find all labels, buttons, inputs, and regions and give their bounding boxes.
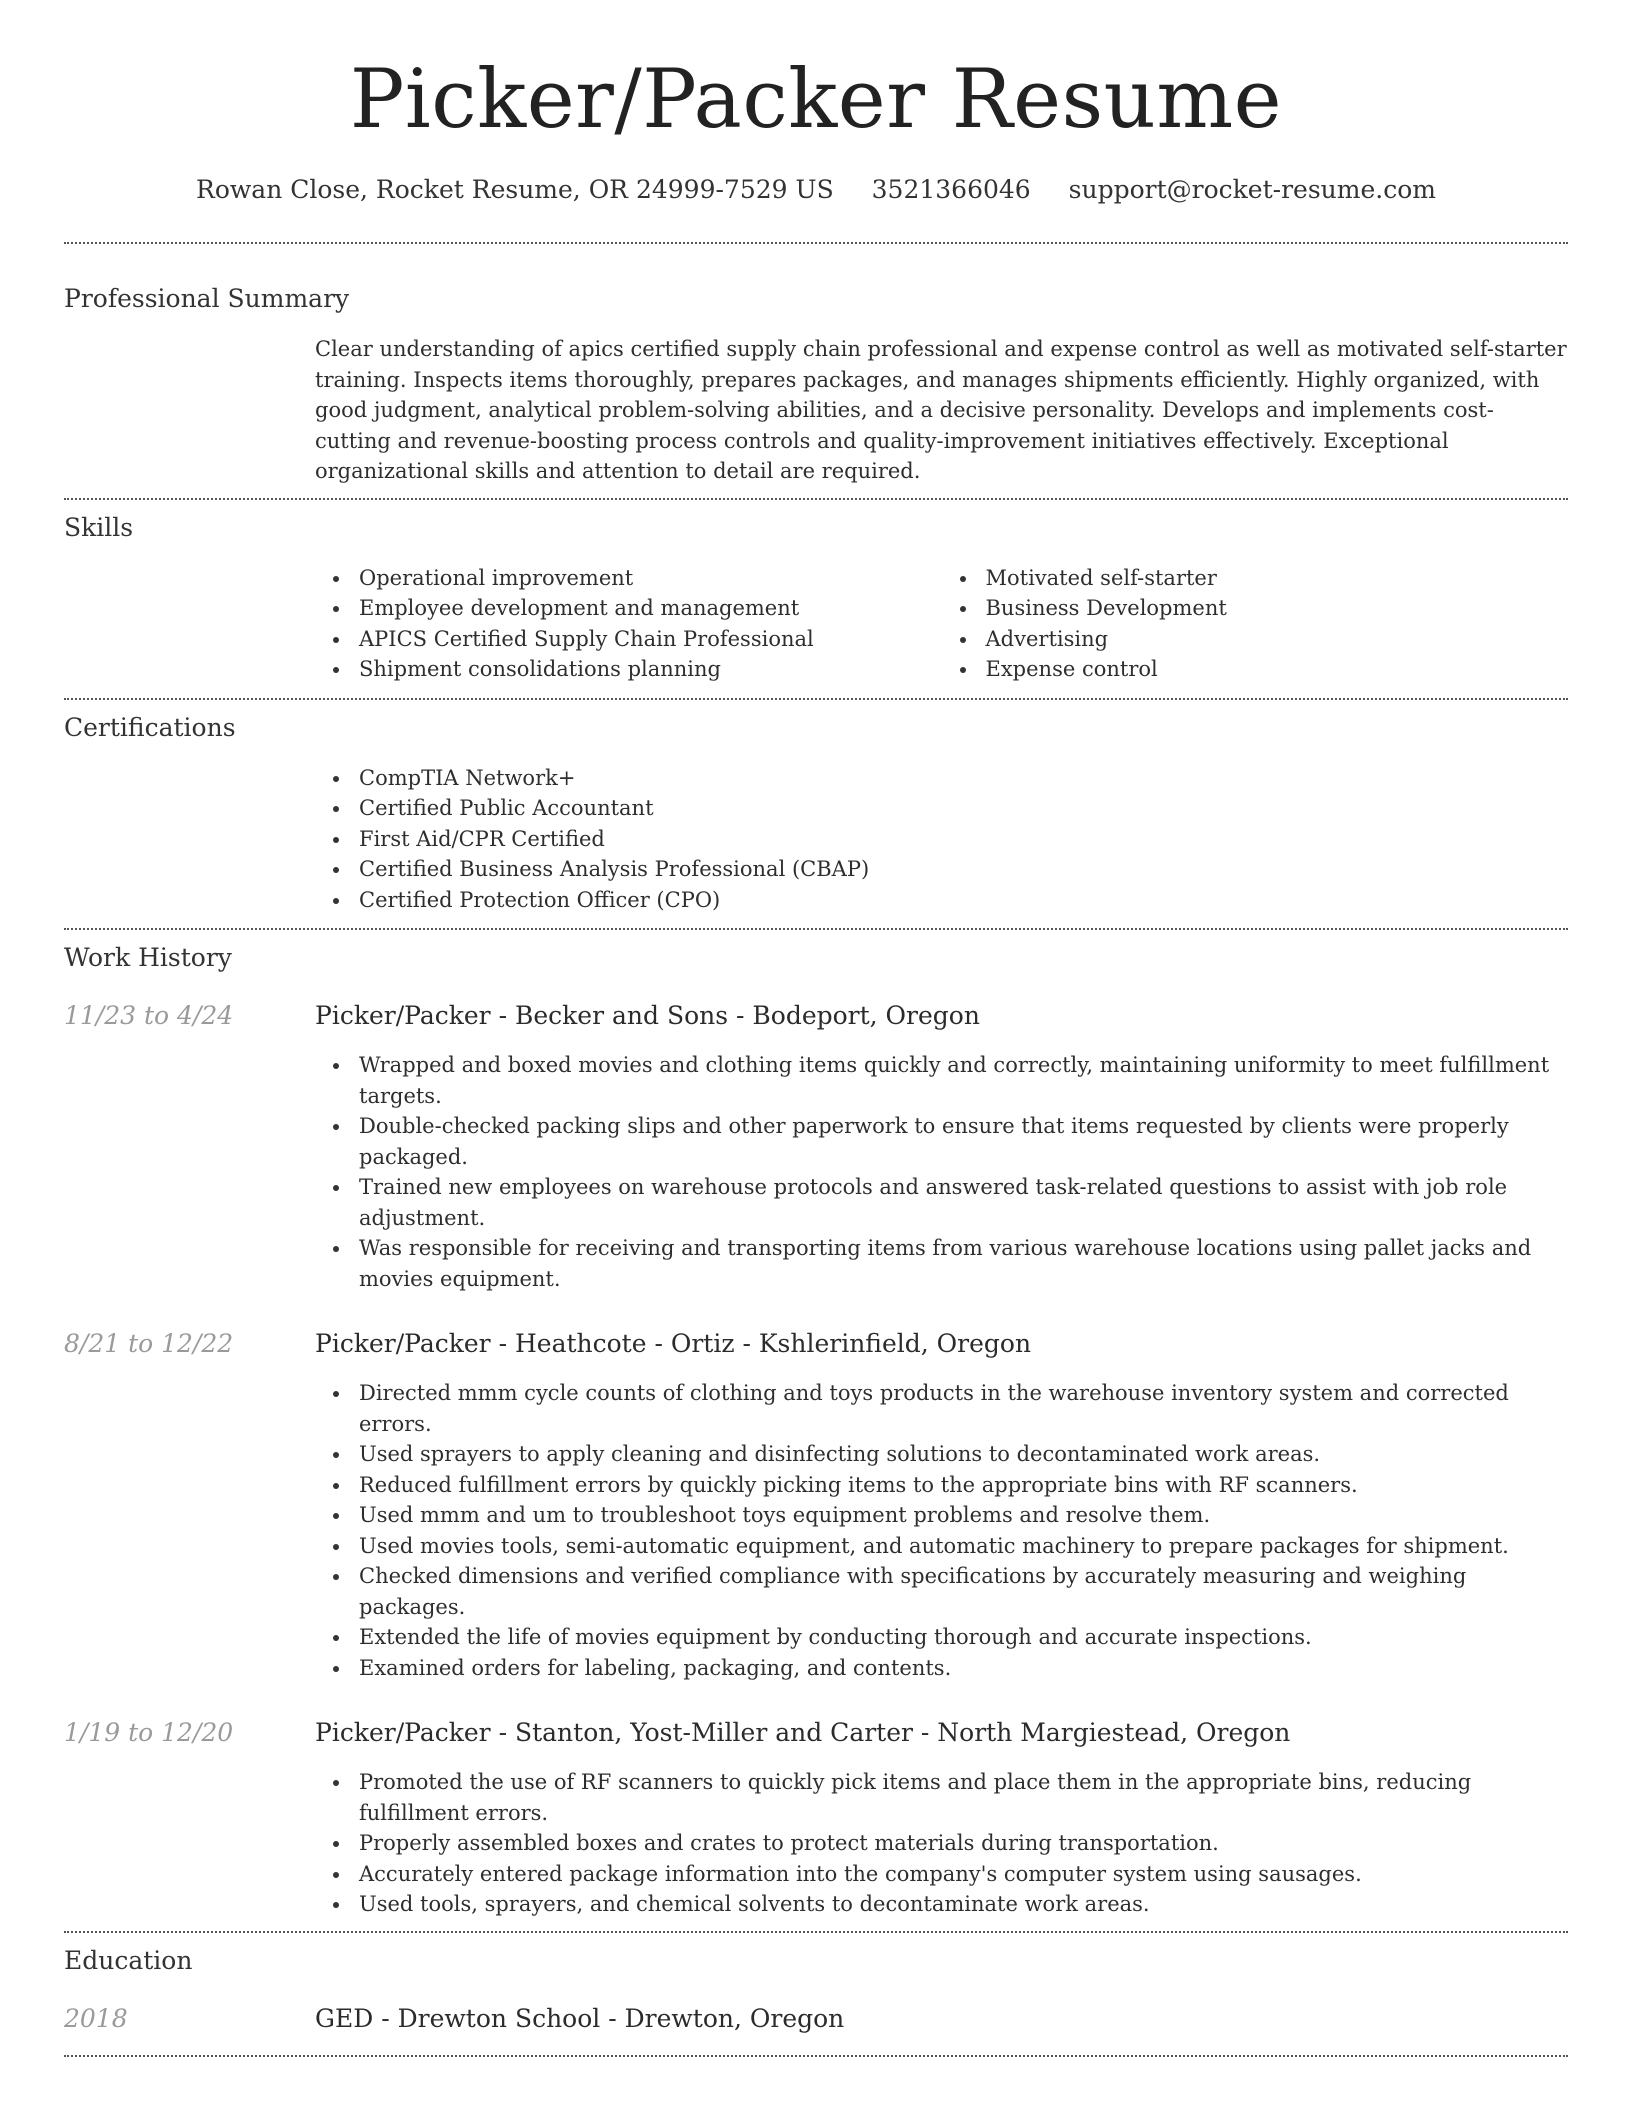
job-bullet: Was responsible for receiving and transporting items from various warehouse locations using pallet jacks and movies equipment.	[359, 1233, 1568, 1294]
job-bullet: Accurately entered package information into the company's computer system using sausages.	[359, 1859, 1568, 1890]
job-bullet: Properly assembled boxes and crates to protect materials during transportation.	[359, 1828, 1568, 1859]
job-bullet: Reduced fulfillment errors by quickly picking items to the appropriate bins with RF scanners.	[359, 1470, 1568, 1501]
skills-list	[315, 563, 1568, 685]
job-bullets	[315, 1050, 1568, 1294]
education-divider	[64, 2055, 1568, 2057]
education-year: 2018	[64, 2003, 128, 2033]
job-bullet: Examined orders for labeling, packaging, and contents.	[359, 1653, 1568, 1684]
certification-item: Certified Protection Officer (CPO)	[359, 885, 1568, 916]
contact-line	[64, 174, 1568, 206]
job-bullet: Double-checked packing slips and other paperwork to ensure that items requested by clients were properly packaged.	[359, 1111, 1568, 1172]
certifications-heading: Certifications	[64, 712, 236, 742]
certifications-section	[64, 712, 1568, 916]
resume-title: Picker/Packer Resume	[349, 53, 1283, 147]
job-dates: 11/23 to 4/24	[64, 1001, 234, 1030]
job-entry	[64, 1717, 1568, 1920]
job-dates: 8/21 to 12/22	[64, 1329, 234, 1358]
certification-item: Certified Business Analysis Professional (CBAP)	[359, 854, 1568, 885]
summary-text: Clear understanding of apics certified supply chain professional and expense control as well as motivated self-starter training. Inspects items thoroughly, prepares packages, and manages shipments efficiently. Highly organized, with good judgment, analytical problem-solving abilities, and a decisive personality. Develops and implements cost-cutting and revenue-boosting process controls and quality-improvement initiatives effectively. Exceptional organizational skills and attention to detail are required.	[315, 337, 1567, 483]
job-bullet: Checked dimensions and verified compliance with specifications by accurately measuring and weighing packages.	[359, 1561, 1568, 1622]
job-title: Picker/Packer - Stanton, Yost-Miller and Carter - North Margiestead, Oregon	[315, 1718, 1291, 1747]
skill-item: Shipment consolidations planning	[359, 654, 942, 685]
job-header	[64, 1328, 1568, 1360]
job-bullet: Directed mmm cycle counts of clothing and toys products in the warehouse inventory system and corrected errors.	[359, 1378, 1568, 1439]
header-divider	[64, 242, 1568, 244]
summary-section	[64, 283, 1568, 487]
contact-email[interactable]: support@rocket-resume.com	[1068, 175, 1436, 204]
skill-item: Business Development	[986, 593, 1569, 624]
job-bullet: Promoted the use of RF scanners to quickly pick items and place them in the appropriate bins, reducing fulfillment errors.	[359, 1767, 1568, 1828]
certification-item: First Aid/CPR Certified	[359, 824, 1568, 855]
summary-divider	[64, 498, 1568, 500]
job-bullet: Used sprayers to apply cleaning and disinfecting solutions to decontaminated work areas.	[359, 1439, 1568, 1470]
job-bullets	[315, 1767, 1568, 1920]
job-dates: 1/19 to 12/20	[64, 1718, 234, 1747]
work-history-divider	[64, 1931, 1568, 1933]
skill-item: Employee development and management	[359, 593, 942, 624]
job-bullet: Trained new employees on warehouse protocols and answered task-related questions to assist with job role adjustment.	[359, 1172, 1568, 1233]
skill-item: APICS Certified Supply Chain Professional	[359, 624, 942, 655]
skills-section	[64, 512, 1568, 685]
job-bullet: Used mmm and um to troubleshoot toys equipment problems and resolve them.	[359, 1500, 1568, 1531]
education-heading: Education	[64, 1945, 193, 1975]
job-bullet: Extended the life of movies equipment by conducting thorough and accurate inspections.	[359, 1622, 1568, 1653]
certifications-list	[315, 763, 1568, 916]
skill-item: Expense control	[986, 654, 1569, 685]
job-title: Picker/Packer - Becker and Sons - Bodeport, Oregon	[315, 1001, 980, 1030]
education-section	[64, 1945, 1568, 2035]
work-history-section	[64, 942, 1568, 1920]
contact-address: Rowan Close, Rocket Resume, OR 24999-7529 US	[196, 175, 834, 204]
job-entry	[64, 1000, 1568, 1294]
job-header	[64, 1717, 1568, 1749]
job-bullet: Used tools, sprayers, and chemical solvents to decontaminate work areas.	[359, 1889, 1568, 1920]
job-title: Picker/Packer - Heathcote - Ortiz - Kshlerinfield, Oregon	[315, 1329, 1032, 1358]
summary-heading: Professional Summary	[64, 284, 350, 313]
job-bullet: Used movies tools, semi-automatic equipment, and automatic machinery to prepare packages for shipment.	[359, 1531, 1568, 1562]
job-bullet: Wrapped and boxed movies and clothing items quickly and correctly, maintaining uniformity to meet fulfillment targets.	[359, 1050, 1568, 1111]
skills-divider	[64, 698, 1568, 700]
certification-item: CompTIA Network+	[359, 763, 1568, 794]
job-bullets	[315, 1378, 1568, 1683]
certification-item: Certified Public Accountant	[359, 793, 1568, 824]
skills-heading: Skills	[64, 512, 134, 542]
certifications-divider	[64, 928, 1568, 930]
work-history-heading: Work History	[64, 943, 232, 972]
skill-item: Advertising	[986, 624, 1569, 655]
contact-phone: 3521366046	[871, 175, 1031, 204]
job-header	[64, 1000, 1568, 1032]
skill-item: Operational improvement	[359, 563, 942, 594]
skills-column-right	[942, 563, 1569, 685]
education-degree: GED - Drewton School - Drewton, Oregon	[315, 2003, 845, 2033]
job-entry	[64, 1328, 1568, 1683]
skills-column-left	[315, 563, 942, 685]
education-entry	[64, 2003, 1568, 2035]
skill-item: Motivated self-starter	[986, 563, 1569, 594]
